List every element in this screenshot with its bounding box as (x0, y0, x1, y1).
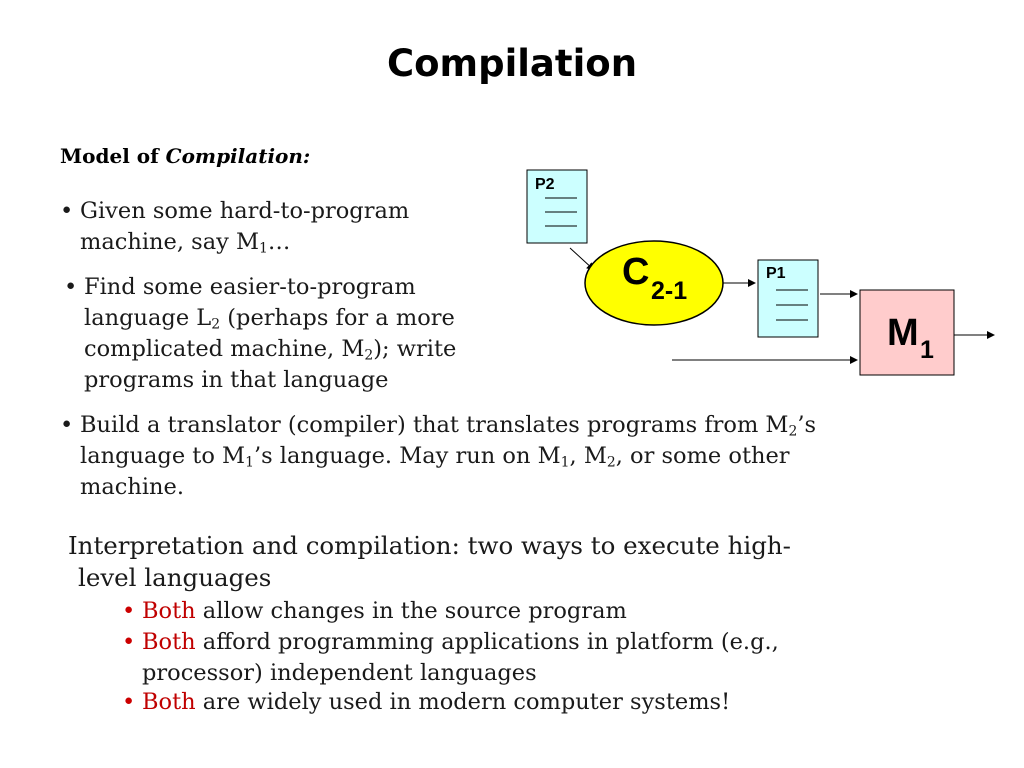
bullet-dot: • (60, 198, 74, 224)
sub-bullet-platform: • Both afford programming applications in platform (e.g., processor) independent languages (122, 629, 779, 686)
sub-bullet-changes: • Both allow changes in the source program (122, 596, 882, 627)
p2-label: P2 (535, 176, 555, 193)
p1-label: P1 (766, 265, 786, 282)
bullet-dot: • (64, 274, 78, 300)
bullet-dot: • (122, 598, 136, 624)
program-p1-doc (758, 260, 818, 337)
compiler-main-label: C (622, 251, 650, 293)
heading-prefix: Model of (60, 144, 166, 168)
machine-m1 (860, 290, 954, 375)
machine-main-label: M (887, 312, 919, 354)
page-title: Compilation (386, 42, 638, 85)
bullet-dot: • (60, 412, 74, 438)
interpretation-statement: Interpretation and compilation: two ways to execute high- level languages (68, 531, 791, 592)
program-p2-doc (527, 170, 587, 243)
heading-emph: Compilation: (165, 144, 311, 168)
bullet-text: Find some easier-to-program language $L_2$ (perhaps for a more complicated machine, $M_2$); write programs in that language (84, 274, 457, 393)
sub-bullet-widely-used: • Both are widely used in modern computer systems! (122, 687, 882, 718)
compiler-c21 (585, 241, 723, 325)
machine-sub-label: 1 (920, 336, 934, 364)
compiler-sub-label: 2-1 (651, 277, 688, 305)
bullet-text: Build a translator (compiler) that translates programs from $M_2’s$ language to $M_1’s$ language. May run on $M_1$, $M_2$, or some other machine. (80, 412, 817, 500)
bullet-dot: • (122, 689, 136, 715)
bullet-dot: • (122, 629, 136, 655)
bullet-text: Given some hard-to-program machine, say $M_1\dots$ (80, 198, 410, 257)
